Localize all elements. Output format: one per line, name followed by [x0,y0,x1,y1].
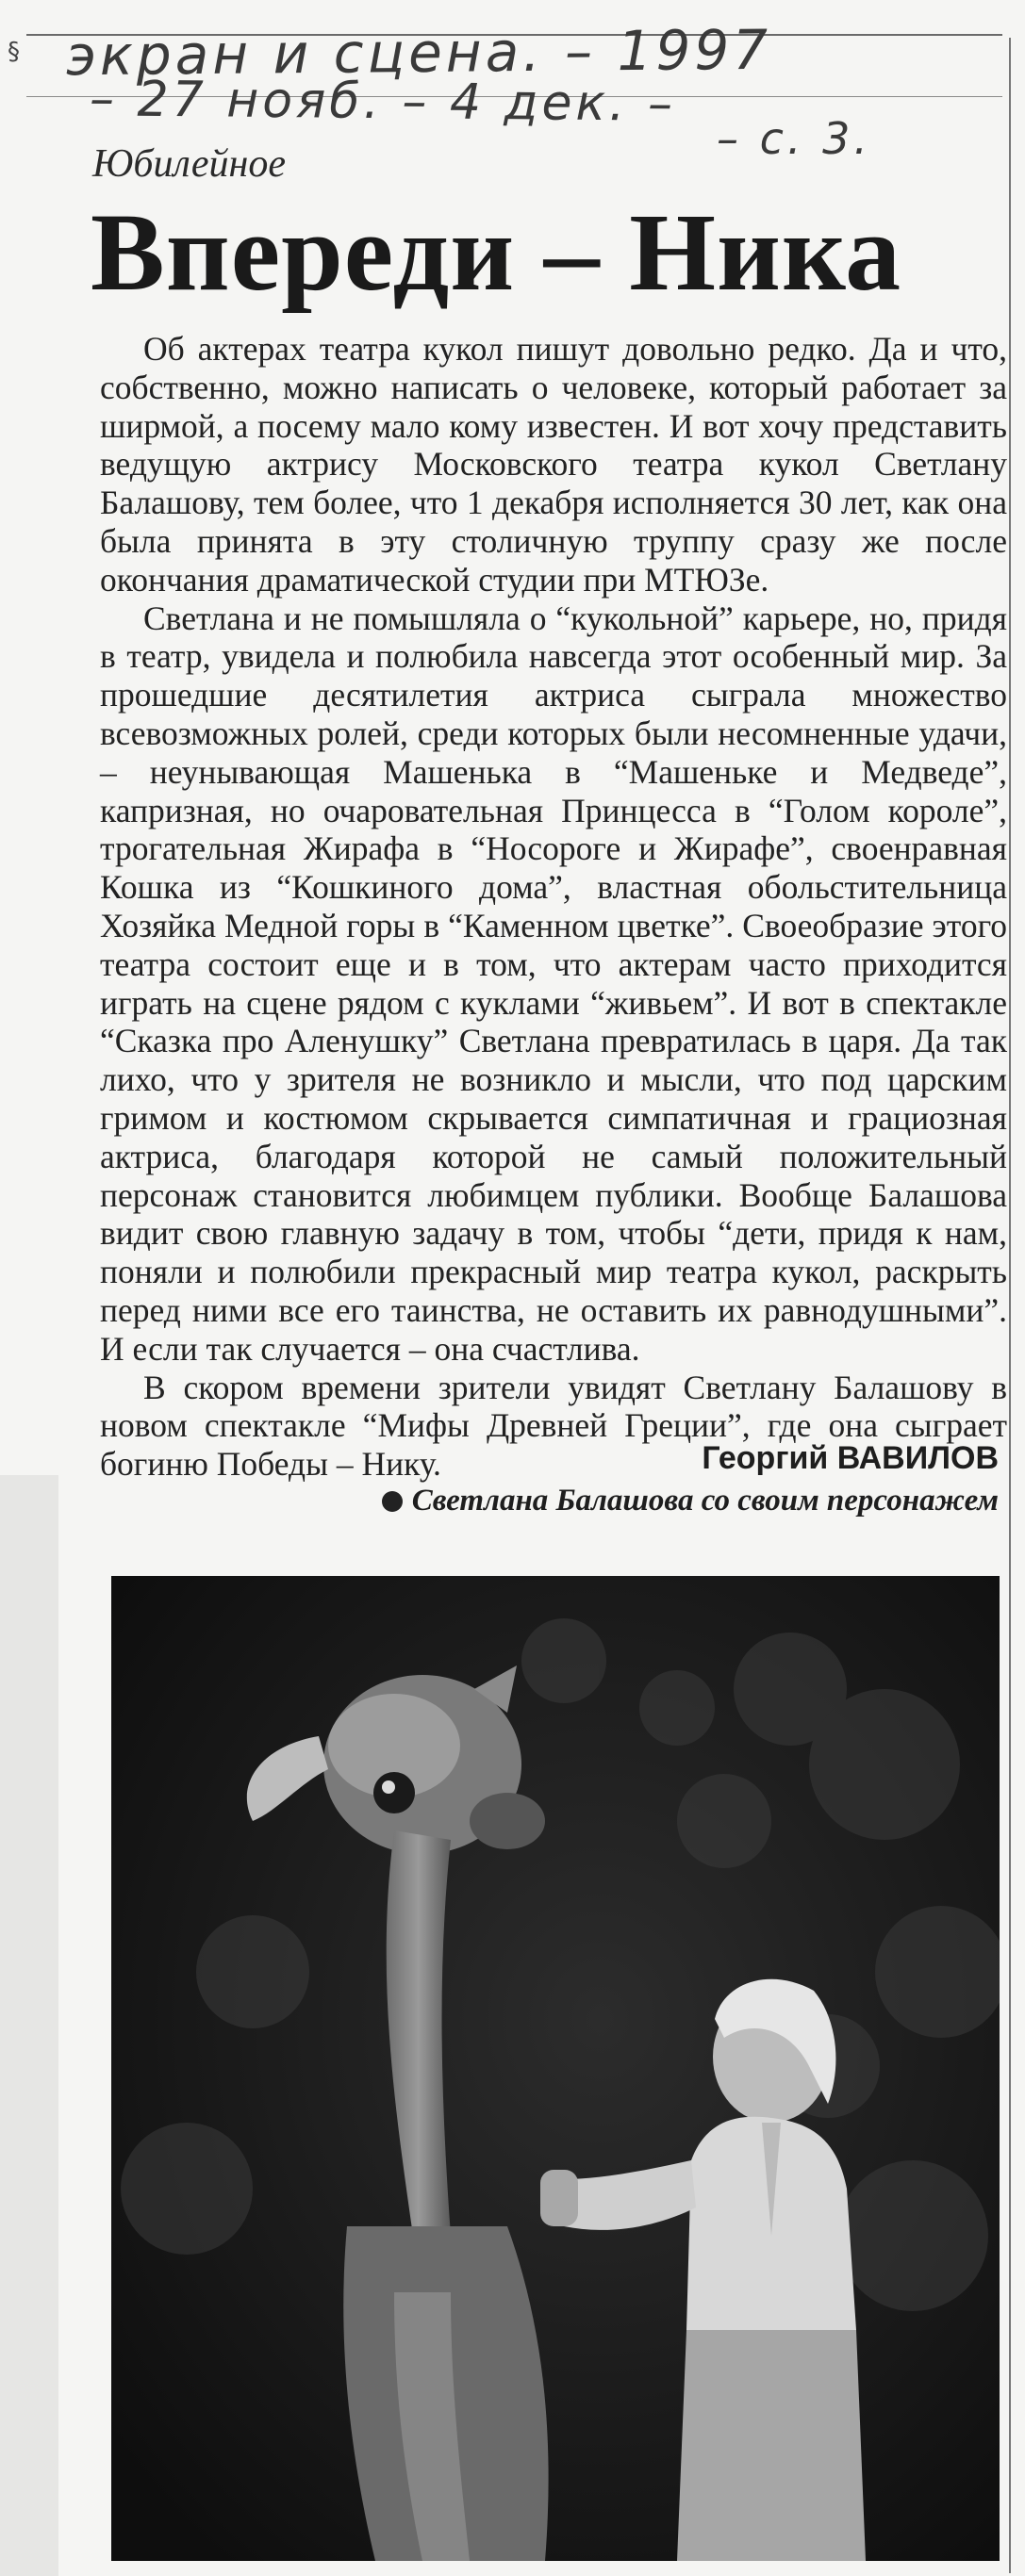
article-paragraph: Об актерах театра кукол пишут довольно редко. Да и что, собственно, можно написать о человеке, который работает за ширмой, а посему мало кому известен. И вот хочу представить ведущую актрису Московского театра кукол Светлану Балашову, тем более, что 1 декабря исполняется 30 лет, как она была принята в эту столичную труппу сразу же после окончания драматической студии при МТЮЗе. [100,330,1007,599]
handwritten-page-number: – с. 3. [717,113,872,164]
corner-mark: § [8,38,20,66]
article-paragraph: Светлана и не помышляла о “кукольной” карьере, но, придя в театр, увидела и полюбила навсегда этот особенный мир. За прошедшие десятилетия актриса сыграла множество всевозможных ролей, среди которых были несомненные удачи, – неунывающая Машенька в “Машеньке и Медведе”, капризная, но очаровательная Принцесса в “Голом короле”, трогательная Жирафа в “Носороге и Жирафе”, своенравная Кошка из “Кошкиного дома”, властная обольстительница Хозяйка Медной горы в “Каменном цветке”. Своеобразие этого театра состоит еще и в том, что актерам часто приходится играть на сцене рядом с куклами “живьем”. И вот в спектакле “Сказка про Аленушку” Светлана превратилась в царя. Да так лихо, что у зрителя не возникло и мысли, что под царским гримом и костюмом скрывается симпатичная и грациозная актриса, благодаря которой не самый положительный персонаж становится любимцем публики. Вообще Балашова видит свою главную задачу в том, чтобы “дети, придя к нам, поняли и полюбили прекрасный мир театра кукол, раскрыть перед ними все его таинства, не оставить их равнодушными”. И если так случается – она счастлива. [100,599,1007,1368]
handwritten-source-line-1: экран и сцена. – 1997 [65,17,772,89]
handwritten-source-line-2: – 27 нояб. – 4 дек. – [89,71,677,133]
torn-edge [0,1475,58,2576]
article-body [100,330,1007,1484]
article-paragraph: В скором времени зрители увидят Светлану Балашову в новом спектакле “Мифы Древней Греции”, где она сыграет богиню Победы – Нику. [100,1368,1007,1484]
article-photo [111,1576,1000,2561]
photo-actress-with-giraffe-puppet [111,1576,1000,2561]
photo-caption-text: Светлана Балашова со своим персонажем [411,1484,999,1518]
photo-caption [382,1484,999,1518]
article-headline: Впереди – Ника [91,190,902,314]
column-rule [1009,38,1011,2573]
bullet-icon [382,1491,403,1512]
article-author: Георгий ВАВИЛОВ [702,1440,999,1476]
article-rubric: Юбилейное [92,142,286,186]
